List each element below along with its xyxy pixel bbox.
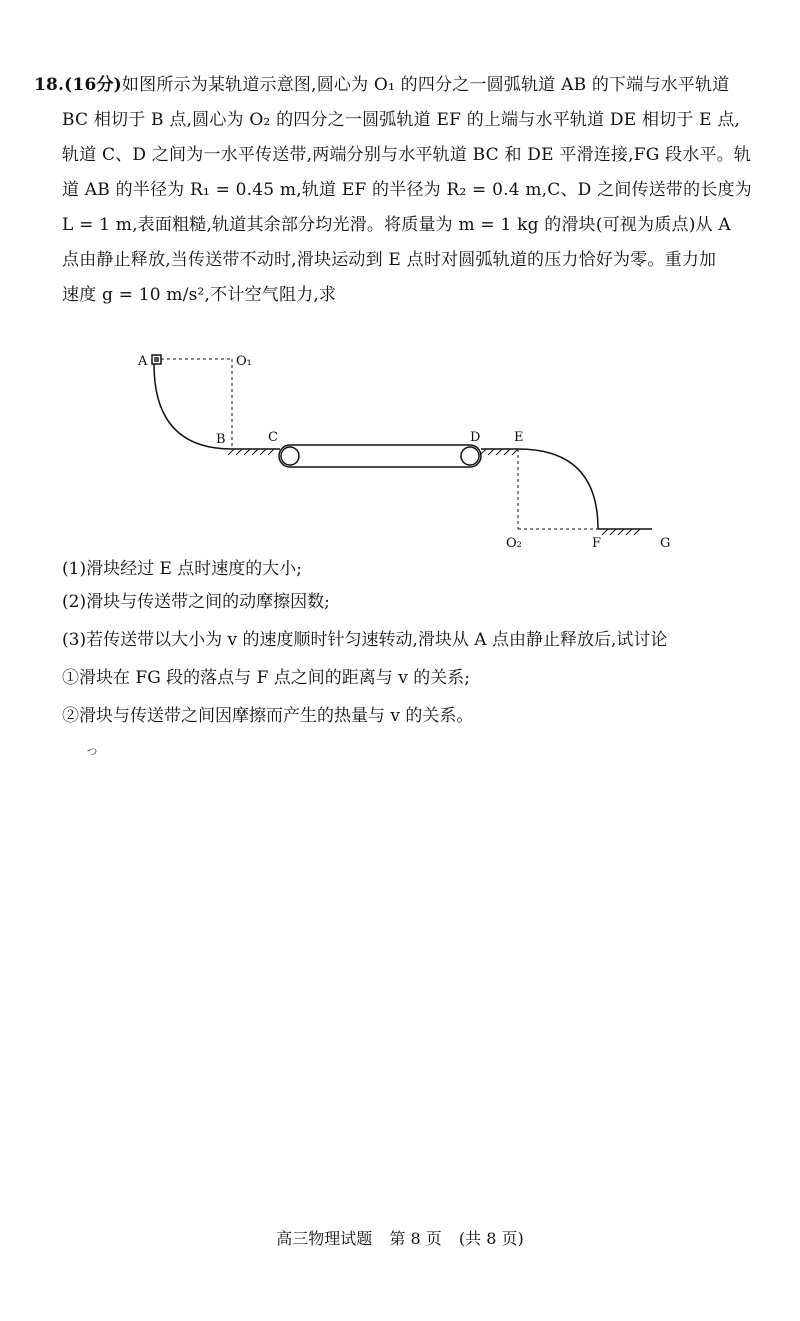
subquestion-2: (2)滑块与传送带之间的动摩擦因数; <box>62 592 330 612</box>
page-footer <box>0 1226 800 1249</box>
label-a: A <box>138 354 148 369</box>
footer-page: 第 8 页 <box>389 1229 442 1248</box>
conveyor-belt <box>279 445 481 467</box>
question-line-7: 速度 g = 10 m/s²,不计空气阻力,求 <box>62 285 337 305</box>
label-c: C <box>268 430 278 445</box>
question-line-4: 道 AB 的半径为 R₁ = 0.45 m,轨道 EF 的半径为 R₂ = 0.4 m,C、D 之间传送带的长度为 <box>62 180 752 200</box>
footer-subject: 高三物理试题 <box>276 1229 373 1248</box>
label-d: D <box>470 430 481 445</box>
ground-hatch-bc <box>228 449 274 455</box>
ground-hatch-fg <box>602 529 640 535</box>
label-o1: O₁ <box>236 354 252 369</box>
subquestion-3-part-2: ②滑块与传送带之间因摩擦而产生的热量与 v 的关系。 <box>62 706 474 726</box>
label-e: E <box>514 430 524 445</box>
question-number: 18.(16分) <box>34 75 122 95</box>
subquestion-1: (1)滑块经过 E 点时速度的大小; <box>62 559 303 579</box>
label-b: B <box>216 432 226 447</box>
subquestion-3: (3)若传送带以大小为 v 的速度顺时针匀速转动,滑块从 A 点由静止释放后,试讨论 <box>62 630 668 650</box>
label-f: F <box>592 536 602 551</box>
subquestion-3-part-1: ①滑块在 FG 段的落点与 F 点之间的距离与 v 的关系; <box>62 668 470 688</box>
label-o2: O₂ <box>506 536 522 551</box>
question-line-6: 点由静止释放,当传送带不动时,滑块运动到 E 点时对圆弧轨道的压力恰好为零。重力加 <box>62 250 717 270</box>
stray-mark: っ <box>85 743 99 759</box>
question-line-3: 轨道 C、D 之间为一水平传送带,两端分别与水平轨道 BC 和 DE 平滑连接,FG 段水平。轨 <box>62 145 752 165</box>
label-g: G <box>660 536 671 551</box>
arc-ef <box>518 449 598 529</box>
track-diagram <box>120 345 680 555</box>
ground-hatch-de <box>480 449 518 455</box>
footer-total: (共 8 页) <box>458 1229 524 1248</box>
question-line-2: BC 相切于 B 点,圆心为 O₂ 的四分之一圆弧轨道 EF 的上端与水平轨道 DE 相切于 E 点, <box>62 110 741 130</box>
question-line-1: 如图所示为某轨道示意图,圆心为 O₁ 的四分之一圆弧轨道 AB 的下端与水平轨道 <box>121 75 730 95</box>
question-line-5: L = 1 m,表面粗糙,轨道其余部分均光滑。将质量为 m = 1 kg 的滑块(可视为质点)从 A <box>62 215 731 235</box>
question-18 <box>34 68 774 313</box>
